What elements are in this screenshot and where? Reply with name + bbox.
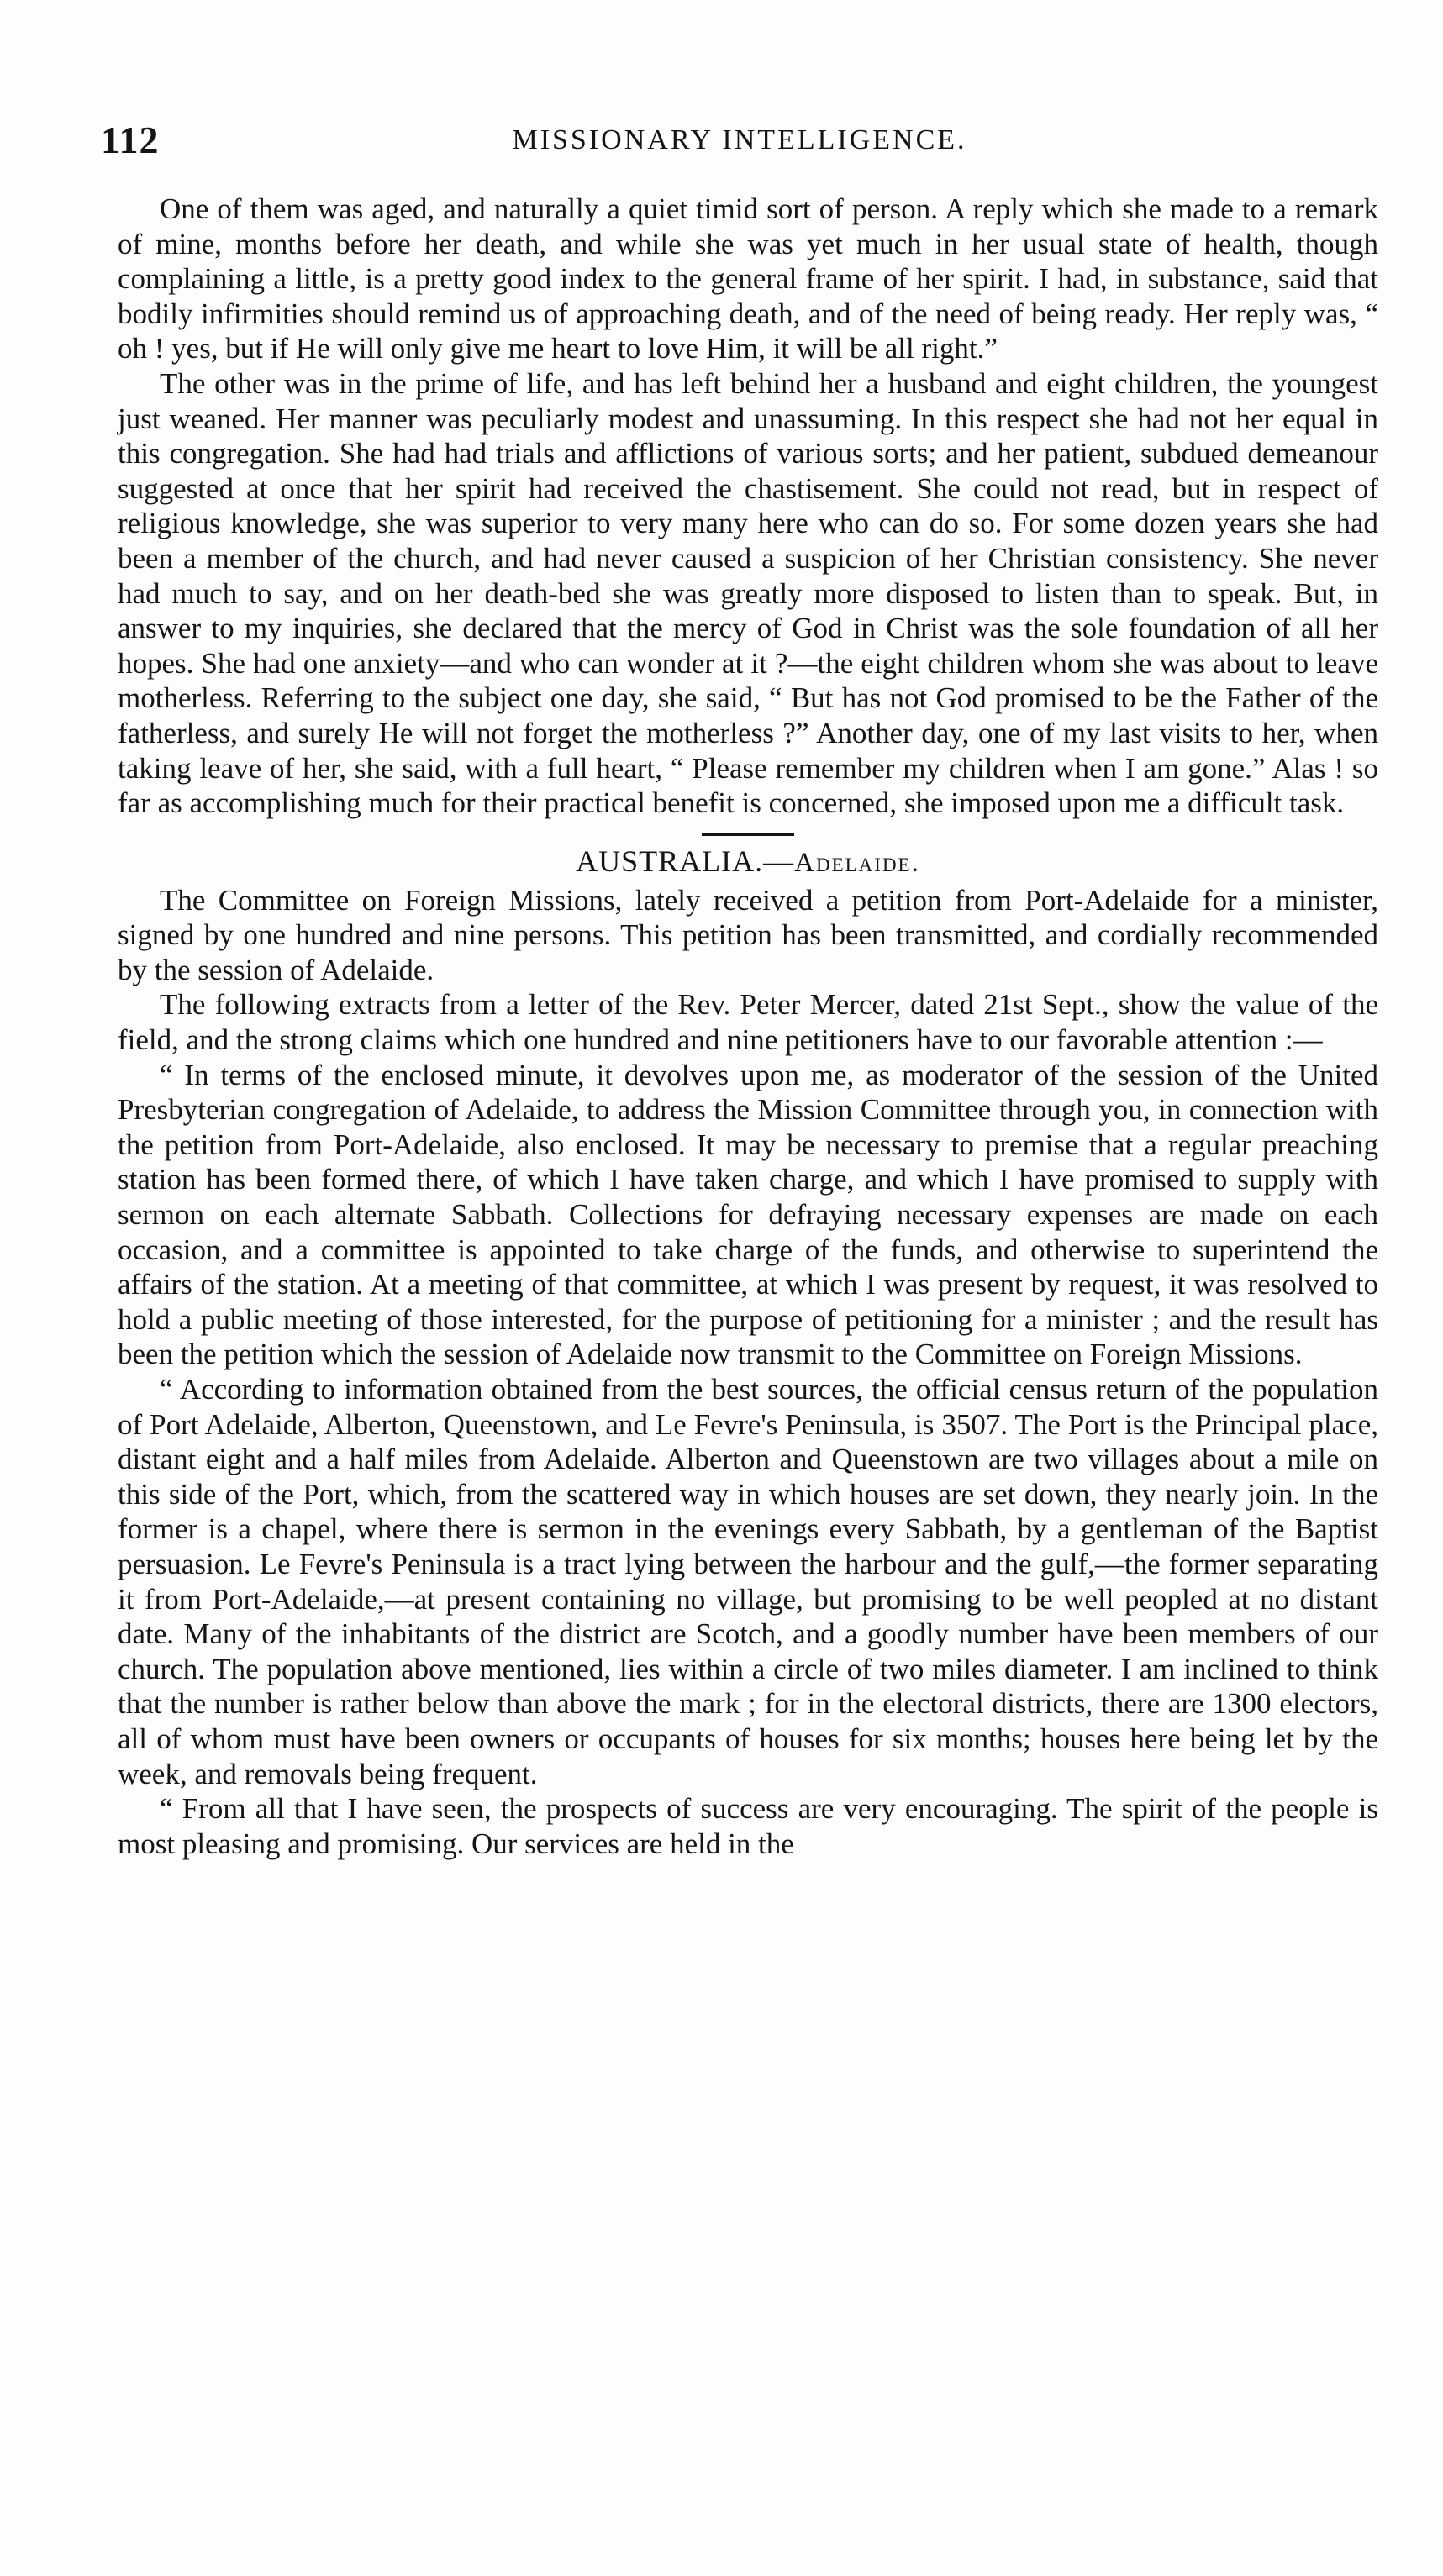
paragraph: The following extracts from a letter of the Rev. Peter Mercer, dated 21st Sept., show the value of the field, and the strong claims which one hundred and nine petitioners have to our favorable attention :— <box>118 988 1378 1057</box>
paragraph: “ In terms of the enclosed minute, it devolves upon me, as moderator of the session of the United Presbyterian congregation of Adelaide, to address the Mission Committee through you, in connection with the petition from Port-Adelaide, also enclosed. It may be necessary to premise that a regular preaching station has been formed there, of which I have taken charge, and which I have promised to supply with sermon on each alternate Sabbath. Collections for defraying necessary expenses are made on each occasion, and a committee is appointed to take charge of the funds, and otherwise to superintend the affairs of the station. At a meeting of that committee, at which I was present by request, it was resolved to hold a public meeting of those interested, for the purpose of petitioning for a minister ; and the result has been the petition which the session of Adelaide now transmit to the Committee on Foreign Missions. <box>118 1058 1378 1371</box>
body-text <box>118 192 1378 1861</box>
page-number: 112 <box>101 118 160 161</box>
section-heading-sub: Adelaide. <box>794 847 920 878</box>
section-heading <box>118 843 1378 881</box>
section-divider <box>702 833 794 836</box>
section-heading-main: AUSTRALIA.— <box>576 844 795 878</box>
running-head <box>101 118 1378 168</box>
paragraph: One of them was aged, and naturally a quiet timid sort of person. A reply which she made to a remark of mine, months before her death, and while she was yet much in her usual state of health, though complaining a little, is a pretty good index to the general frame of her spirit. I had, in substance, said that bodily infirmities should remind us of approaching death, and of the need of being ready. Her reply was, “ oh ! yes, but if He will only give me heart to love Him, it will be all right.” <box>118 192 1378 365</box>
running-title: MISSIONARY INTELLIGENCE. <box>512 124 967 155</box>
paragraph: “ According to information obtained from the best sources, the official census return of the population of Port Adelaide, Alberton, Queenstown, and Le Fevre's Peninsula, is 3507. The Port is the Principal place, distant eight and a half miles from Adelaide. Alberton and Queenstown are two villages about a mile on this side of the Port, which, from the scattered way in which houses are set down, they nearly join. In the former is a chapel, where there is sermon in the evenings every Sabbath, by a gentleman of the Baptist persuasion. Le Fevre's Peninsula is a tract lying between the harbour and the gulf,—the former separating it from Port-Adelaide,—at present containing no village, but promising to be well peopled at no distant date. Many of the inhabitants of the district are Scotch, and a goodly number have been members of our church. The population above mentioned, lies within a circle of two miles diameter. I am inclined to think that the number is rather below than above the mark ; for in the electoral districts, there are 1300 electors, all of whom must have been owners or occupants of houses for six months; houses here being let by the week, and removals being frequent. <box>118 1373 1378 1790</box>
paragraph: The other was in the prime of life, and has left behind her a husband and eight children, the youngest just weaned. Her manner was peculiarly modest and unassuming. In this respect she had not her equal in this congregation. She had had trials and afflictions of various sorts; and her patient, subdued demeanour suggested at once that her spirit had received the chastisement. She could not read, but in respect of religious knowledge, she was superior to very many here who can do so. For some dozen years she had been a member of the church, and had never caused a suspicion of her Christian consistency. She never had much to say, and on her death-bed she was greatly more disposed to listen than to speak. But, in answer to my inquiries, she declared that the mercy of God in Christ was the sole foundation of all her hopes. She had one anxiety—and who can wonder at it ?—the eight children whom she was about to leave motherless. Referring to the subject one day, she said, “ But has not God promised to be the Father of the fatherless, and surely He will not forget the motherless ?” Another day, one of my last visits to her, when taking leave of her, she said, with a full heart, “ Please remember my children when I am gone.” Alas ! so far as accomplishing much for their practical benefit is concerned, she imposed upon me a difficult task. <box>118 366 1378 820</box>
paragraph: The Committee on Foreign Missions, lately received a petition from Port-Adelaide for a minister, signed by one hundred and nine persons. This petition has been transmitted, and cordially recommended by the session of Adelaide. <box>118 883 1378 986</box>
paragraph: “ From all that I have seen, the prospects of success are very encouraging. The spirit of the people is most pleasing and promising. Our services are held in the <box>118 1792 1378 1860</box>
